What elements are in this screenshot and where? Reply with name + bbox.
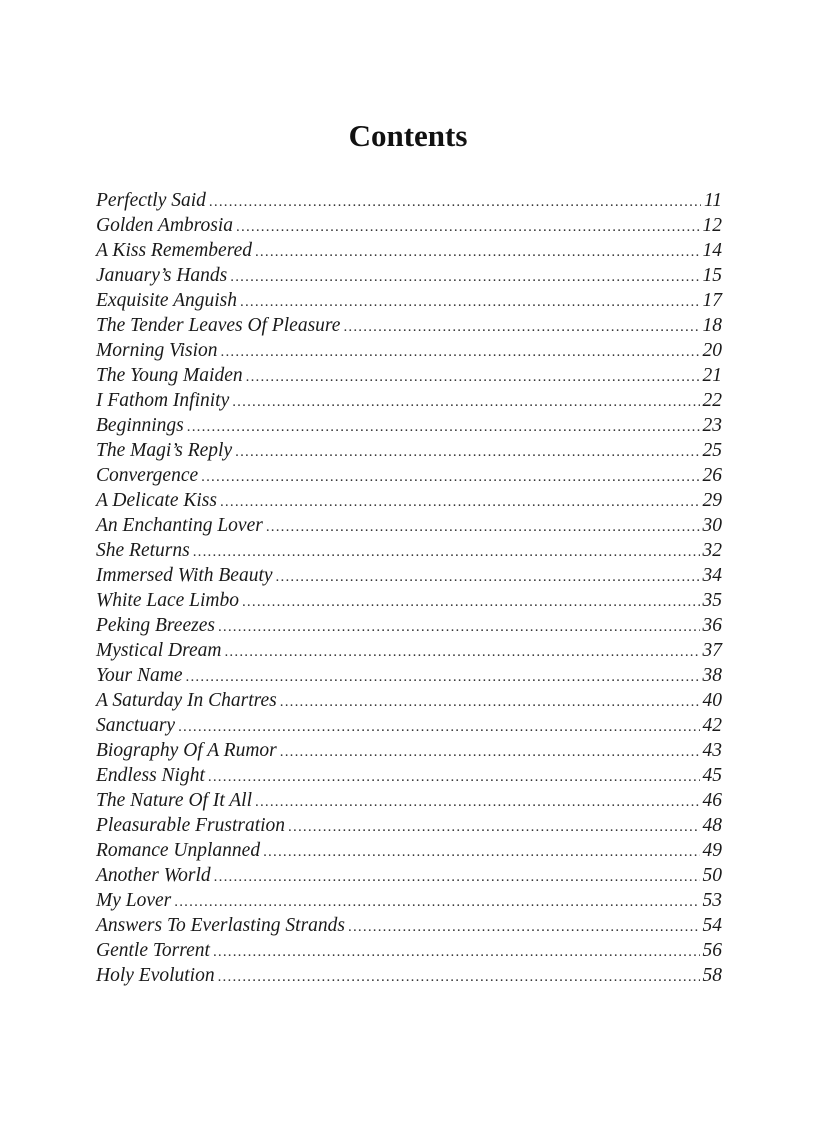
toc-entry [96,763,722,788]
toc-entry-title: A Delicate Kiss [96,490,217,511]
toc-entry-title: Golden Ambrosia [96,215,234,236]
toc-entry-page-number: 46 [702,790,722,811]
toc-entry-title: Beginnings [96,415,184,436]
toc-entry [96,363,722,388]
toc-entry [96,788,722,813]
table-of-contents [96,188,722,988]
toc-entry-page-number: 18 [702,315,722,336]
toc-entry-page-number: 22 [702,390,722,411]
toc-entry-page-number: 14 [702,240,722,261]
toc-entry [96,888,722,913]
toc-entry-page-number: 54 [702,915,722,936]
toc-entry-title: Morning Vision [96,340,218,361]
dot-leader [209,190,701,215]
dot-leader [186,665,700,690]
toc-entry-title: Endless Night [96,765,205,786]
toc-entry [96,688,722,713]
toc-entry [96,438,722,463]
toc-entry-page-number: 45 [702,765,722,786]
toc-entry-title: A Saturday In Chartres [96,690,277,711]
toc-entry-title: Perfectly Said [96,190,206,211]
toc-entry-page-number: 23 [702,415,722,436]
toc-entry-title: Biography Of A Rumor [96,740,277,761]
toc-entry-title: Sanctuary [96,715,176,736]
toc-entry-title: The Magi’s Reply [96,440,233,461]
toc-entry [96,663,722,688]
toc-entry-page-number: 32 [702,540,722,561]
dot-leader [230,265,699,290]
toc-entry-page-number: 40 [702,690,722,711]
toc-entry [96,413,722,438]
toc-entry-page-number: 58 [702,965,722,986]
toc-entry-title: I Fathom Infinity [96,390,230,411]
toc-entry [96,938,722,963]
dot-leader [343,315,699,340]
toc-entry-page-number: 17 [702,290,722,311]
toc-entry-page-number: 30 [702,515,722,536]
dot-leader [235,440,699,465]
dot-leader [218,965,700,990]
dot-leader [266,515,700,540]
dot-leader [348,915,699,940]
dot-leader [213,940,700,965]
toc-entry [96,513,722,538]
toc-entry-title: Your Name [96,665,183,686]
toc-entry [96,638,722,663]
toc-entry [96,238,722,263]
toc-entry-title: The Nature Of It All [96,790,252,811]
toc-entry-page-number: 53 [702,890,722,911]
dot-leader [263,840,699,865]
toc-entry [96,288,722,313]
dot-leader [178,715,699,740]
toc-entry-page-number: 48 [702,815,722,836]
toc-entry-page-number: 15 [702,265,722,286]
dot-leader [221,340,700,365]
dot-leader [246,365,700,390]
toc-entry-page-number: 21 [702,365,722,386]
toc-entry-title: Exquisite Anguish [96,290,238,311]
toc-entry-title: The Young Maiden [96,365,243,386]
dot-leader [201,465,699,490]
toc-entry-title: My Lover [96,890,172,911]
dot-leader [214,865,700,890]
toc-entry [96,613,722,638]
dot-leader [232,390,699,415]
toc-entry [96,263,722,288]
toc-entry-title: Answers To Everlasting Strands [96,915,346,936]
toc-entry-page-number: 43 [702,740,722,761]
toc-entry-page-number: 26 [702,465,722,486]
toc-entry [96,963,722,988]
toc-entry [96,913,722,938]
toc-entry-page-number: 56 [702,940,722,961]
dot-leader [280,740,700,765]
toc-entry-page-number: 36 [702,615,722,636]
dot-leader [187,415,700,440]
toc-entry-title: Holy Evolution [96,965,215,986]
page-title: Contents [348,118,468,153]
toc-entry-title: January’s Hands [96,265,228,286]
toc-entry [96,188,722,213]
toc-entry-title: Another World [96,865,211,886]
toc-entry [96,713,722,738]
toc-entry [96,813,722,838]
dot-leader [174,890,699,915]
toc-entry-title: Mystical Dream [96,640,222,661]
dot-leader [193,540,700,565]
dot-leader [220,490,700,515]
toc-entry [96,388,722,413]
toc-entry-page-number: 11 [703,190,722,211]
dot-leader [224,640,699,665]
toc-entry-page-number: 35 [702,590,722,611]
toc-entry [96,738,722,763]
toc-entry-title: Romance Unplanned [96,840,261,861]
toc-entry-page-number: 34 [702,565,722,586]
toc-entry-title: Immersed With Beauty [96,565,273,586]
toc-entry [96,563,722,588]
toc-entry-page-number: 20 [702,340,722,361]
toc-entry-title: A Kiss Remembered [96,240,252,261]
dot-leader [276,565,700,590]
dot-leader [242,590,700,615]
toc-entry [96,863,722,888]
dot-leader [255,240,700,265]
dot-leader [255,790,700,815]
toc-entry-page-number: 12 [702,215,722,236]
dot-leader [218,615,700,640]
toc-entry-page-number: 50 [702,865,722,886]
toc-entry-title: The Tender Leaves Of Pleasure [96,315,341,336]
toc-entry-page-number: 49 [702,840,722,861]
toc-entry-title: An Enchanting Lover [96,515,263,536]
toc-entry-page-number: 29 [702,490,722,511]
dot-leader [240,290,699,315]
toc-entry-page-number: 38 [702,665,722,686]
toc-entry [96,338,722,363]
dot-leader [280,690,700,715]
toc-entry-title: She Returns [96,540,190,561]
toc-entry-title: Pleasurable Frustration [96,815,286,836]
dot-leader [288,815,699,840]
toc-entry [96,588,722,613]
toc-entry [96,538,722,563]
toc-entry [96,313,722,338]
toc-entry-page-number: 25 [702,440,722,461]
toc-entry [96,838,722,863]
toc-entry-page-number: 37 [702,640,722,661]
dot-leader [236,215,699,240]
dot-leader [208,765,700,790]
toc-entry [96,488,722,513]
toc-entry-title: White Lace Limbo [96,590,239,611]
toc-entry-title: Gentle Torrent [96,940,210,961]
toc-entry [96,463,722,488]
toc-entry-page-number: 42 [702,715,722,736]
toc-entry-title: Convergence [96,465,199,486]
toc-entry-title: Peking Breezes [96,615,215,636]
toc-entry [96,213,722,238]
